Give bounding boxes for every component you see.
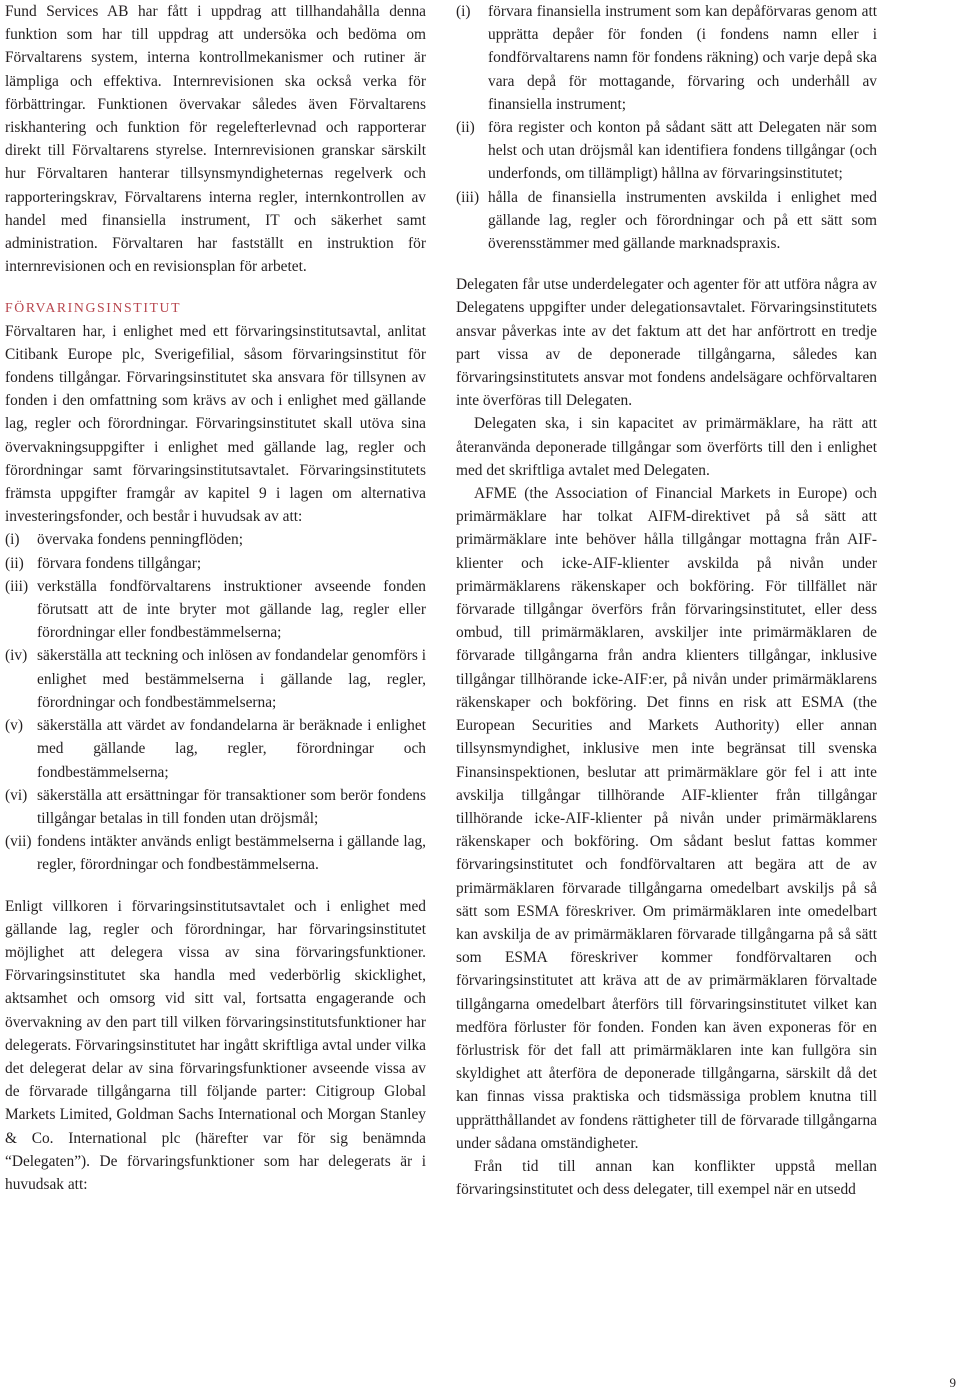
list-item — [5, 784, 426, 830]
list-item — [5, 830, 426, 876]
list-item — [456, 0, 877, 116]
depositary-duties-list — [5, 528, 426, 876]
list-item-text: säkerställa att ersättningar för transaktioner som berör fondens tillgångar betalas in till fonden utan dröjsmål; — [37, 786, 426, 827]
delegated-functions-list — [456, 0, 877, 255]
list-item-number: (ii) — [5, 554, 24, 572]
list-item — [456, 116, 877, 186]
list-item — [456, 186, 877, 256]
list-item-text: förvara finansiella instrument som kan depåförvaras genom att upprätta depåer för fonden (i fondens namn eller i fondförvaltarens namn för fondens räkning) och varje depå ska vara depå för mottagande, förvaring och underhåll av finansiella instrument; — [488, 3, 877, 113]
list-item-number: (i) — [5, 531, 20, 549]
list-item-text: fondens intäkter används enligt bestämmelserna i gällande lag, regler, förordningar och fondbestämmelserna. — [37, 833, 426, 874]
list-item-text: förvara fondens tillgångar; — [37, 554, 202, 572]
list-item — [5, 552, 426, 575]
right-column — [456, 0, 877, 1201]
delegation-paragraph: Enligt villkoren i förvaringsinstitutsavtalet och i enlighet med gällande lag, regler och förordningar, har förvaringsinstitutet möjlighet att delegera vissa av sina förvaringsfunktioner. Förvaringsinstitutet ska handla med vederbörlig skicklighet, aktsamhet och omsorg vid sitt val, fortsatta engagerande och övervakning av den part till vilken förvaringsinstitutsfunktioner har delegerats. Förvaringsinstitutet har ingått skriftliga avtal under vilka det delegerat delar av sina förvaringsfunktioner avseende vissa av de förvarade tillgångarna till följande parter: Citigroup Global Markets Limited, Goldman Sachs International och Morgan Stanley & Co. International plc (härefter var för sig benämnda “Delegaten”). De förvaringsfunktioner som har delegerats är i huvudsak att: — [5, 897, 426, 1193]
list-item-text: övervaka fondens penningflöden; — [37, 531, 243, 549]
list-item-number: (i) — [456, 3, 471, 20]
list-item-number: (ii) — [456, 119, 475, 137]
list-item — [5, 528, 426, 551]
list-item-number: (iii) — [456, 188, 480, 206]
list-item-number: (vii) — [5, 833, 32, 851]
list-item — [5, 644, 426, 714]
section-heading-forvaringsinstitut: FÖRVARINGSINSTITUT — [5, 300, 182, 316]
internal-audit-paragraph: Fund Services AB har fått i uppdrag att tillhandahålla denna funktion som har till uppdrag att undersöka och bedöma om Förvaltarens system, interna kontrollmekanismer och rutiner är lämpliga och effektiva. Internrevisionen ska också verka för förbättringar. Funktionen övervakar således även Förvaltarens riskhantering och funktion för regelefterlevnad och rapporterar direkt till Förvaltarens styrelse. Internrevisionen granskar särskilt hur Förvaltaren hanterar tillsynsmyndigheternas regelverk och rapporteringskrav, Förvaltarens interna regler, internkontrollen av handel med finansiella instrument, IT och säkerhet samt administration. Förvaltaren har fastställt en instruktion för internrevisionen och en revisionsplan för arbetet. — [5, 3, 426, 276]
list-item — [5, 714, 426, 784]
reuse-paragraph: Delegaten ska, i sin kapacitet av primärmäklare, ha rätt att återanvända deponerade tillgångar som överförts till den i enlighet med det skriftliga avtalet med Delegaten. — [456, 415, 877, 479]
list-item-number: (iv) — [5, 647, 28, 665]
left-column — [5, 0, 426, 1196]
depositary-intro-paragraph: Förvaltaren har, i enlighet med ett förvaringsinstitutsavtal, anlitat Citibank Europe plc, Sverigefilial, såsom förvaringsinstitut för fondens tillgångar. Förvaringsinstitutet ska ansvara för tillsynen av fonden i den omfattning som krävs av och i enlighet med gällande lag, regler och förordningar. Förvaringsinstitutet skall utöva sina övervakningsuppgifter i enlighet med gällande lag, regler och förordningar samt förvaringsinstitutsavtalet. Förvaringsinstitutets främsta uppgifter framgår av kapitel 9 i lagen om alternativa investeringsfonder, och består i huvudsak av att: — [5, 322, 426, 526]
list-item-number: (vi) — [5, 786, 28, 804]
page-number: 9 — [949, 1375, 956, 1390]
subdelegation-paragraph: Delegaten får utse underdelegater och agenter för att utföra några av Delegatens uppgifter under delegationsavtalet. Förvaringsinstitutets ansvar påverkas inte av det faktum att det har anförtrott en tredje part vissa av de deponerade tillgångarna, således kan förvaringsinstitutets ansvar mot fondens andelsägare ochförvaltaren inte överföras till Delegaten. — [456, 276, 877, 410]
list-item-text: säkerställa att värdet av fondandelarna är beräknade i enlighet med gällande lag, regler, förordningar och fondbestämmelserna; — [37, 717, 426, 781]
list-item — [5, 575, 426, 645]
list-item-text: hålla de finansiella instrumenten avskilda i enlighet med gällande lag, regler och förordningar och på ett sätt som överensstämmer med gällande marknadspraxis. — [488, 188, 877, 253]
list-item-number: (iii) — [5, 577, 29, 595]
list-item-text: säkerställa att teckning och inlösen av fondandelar genomförs i enlighet med bestämmelserna i gällande lag, regler, förordningar och fondbestämmelserna; — [37, 647, 426, 711]
list-item-text: föra register och konton på sådant sätt att Delegaten när som helst och utan dröjsmål kan identifiera fondens tillgångar (och underfonds, om tillämpligt) hållna av förvaringsinstitutet; — [488, 119, 877, 183]
list-item-text: verkställa fondförvaltarens instruktioner avseende fonden förutsatt att de inte bryter mot gällande lag, regler eller förordningar eller fondbestämmelserna; — [37, 577, 426, 642]
afme-paragraph: AFME (the Association of Financial Markets in Europe) och primärmäklare har tolkat AIFM-direktivet på så sätt att primärmäklare inte behöver hålla tillgångar mottagna från AIF-klienter och icke-AIF-klienter avskilda på nivån under primärmäklarens räkenskaper och bokföring. För tillfället när förvarade tillgångar överförs från förvaringsinstitutet, eller dess ombud, till primärmäklaren, avskiljer inte primärmäklaren de förvarade tillgångarna från andra klienters tillgångar, inklusive tillgångar tillhörande icke-AIF:er, på nivån under primärmäklarens räkenskaper och bokföring. Det finns en risk att ESMA (the European Securities and Markets Authority) eller annan tillsynsmyndighet, inklusive men inte begränsat till svenska Finansinspektionen, beslutar att primärmäklare gör fel i att inte avskilja tillgångar tillhörande AIF-klienter från tillgångar tillhörande icke-AIF-klienter på nivån under primärmäklarens räkenskaper och bokföring. Om sådant beslut fattas kommer förvaringsinstitutet och fondförvaltaren att begära att de av primärmäklaren förvarade tillgångarna omedelbart avskiljs på så sätt som ESMA föreskriver. Om primärmäklaren inte omedelbart kan avskilja de av primärmäklaren förvarade tillgångarna på så sätt som ESMA föreskriver kommer fondförvaltaren och förvaringsinstitutet att kräva att de av primärmäklaren förvaltade tillgångarna omedelbart återförs till förvaringsinstitutet vilket kan medföra förluster för fonden. Fonden kan även exponeras för en förlustrisk för det fall att primärmäklaren inte kan fullgöra sin skyldighet att återföra de deponerade tillgångarna, särskilt då det kan finnas vissa praktiska och tidsmässiga problem knutna till upprätthållandet av fondens rättigheter till de förvarade tillgångarna under sådana omständigheter. — [456, 485, 877, 1152]
conflicts-paragraph: Från tid till annan kan konflikter uppstå mellan förvaringsinstitutet och dess delegater, till exempel när en utsedd — [456, 1157, 877, 1199]
list-item-number: (v) — [5, 717, 23, 735]
